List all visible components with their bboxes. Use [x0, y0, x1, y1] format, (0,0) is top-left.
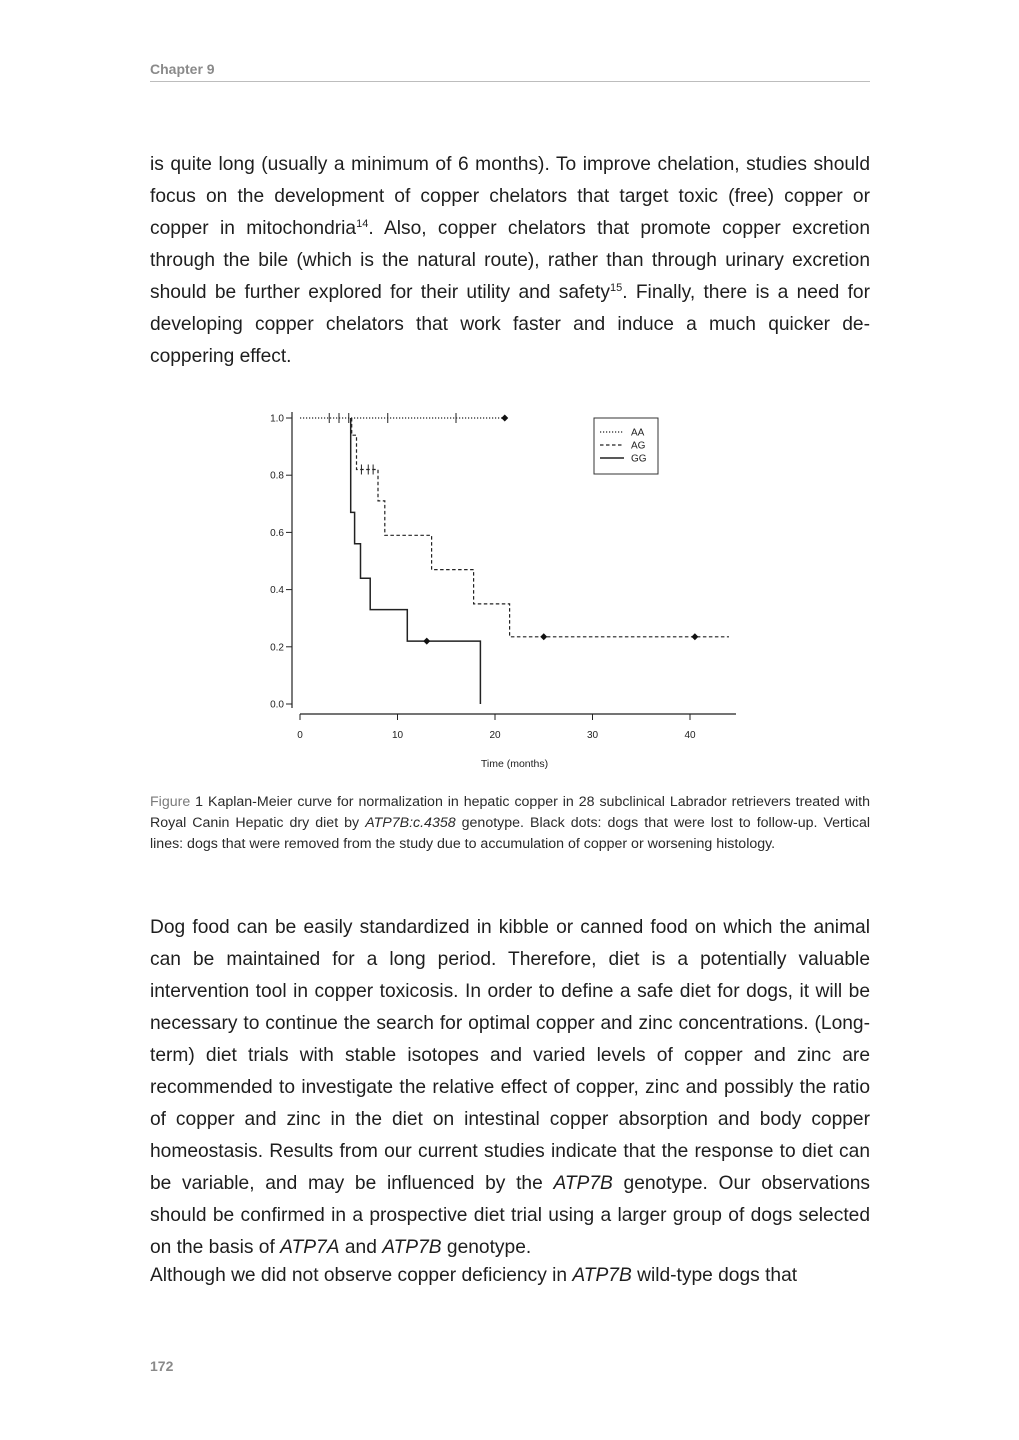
gene-name: ATP7B:c.4358: [365, 815, 456, 831]
y-tick-label: 0.6: [270, 527, 284, 539]
y-tick-label: 0.8: [270, 470, 284, 482]
caption-label: Figure: [150, 794, 191, 810]
series-gg-line: [351, 418, 481, 704]
text-span: is quite long (usually a minimum of 6 months). To improve chelation, studies should focus on the development of copper chelators that target toxic (free) copper or copper in mitochondria: [150, 154, 870, 239]
gene-name: ATP7A: [280, 1237, 340, 1258]
x-tick-label: 40: [684, 730, 696, 741]
legend-gg-label: GG: [631, 453, 647, 465]
text-span: wild-type dogs that: [631, 1265, 798, 1286]
figure-caption: [150, 792, 870, 855]
series-aa-lost-dot: [501, 415, 508, 422]
series-ag-lost-dot: [691, 633, 698, 640]
paragraph-diet: [150, 912, 870, 1264]
series-ag-lost-dot: [540, 633, 547, 640]
text-span: Although we did not observe copper deficiency in: [150, 1265, 573, 1286]
series-ag-line: [352, 418, 729, 637]
kaplan-meier-figure: [258, 400, 758, 778]
y-tick-label: 0.2: [270, 642, 284, 654]
legend-box: [594, 418, 658, 474]
x-tick-label: 0: [297, 730, 303, 741]
gene-name: ATP7B: [572, 1265, 632, 1286]
paragraph-deficiency: [150, 1260, 870, 1292]
caption-number: 1: [190, 794, 204, 810]
y-tick-label: 0.0: [270, 699, 284, 711]
text-span: Kaplan-Meier curve for normalization in hepatic copper in 28 subclinical Labrador retrievers treated with Royal Canin Hepatic dry diet by: [150, 794, 870, 831]
reference-superscript: 14: [356, 218, 369, 230]
x-tick-label: 30: [586, 730, 599, 741]
x-tick-label: 20: [489, 730, 501, 741]
text-span: . Finally, there is a need for developing copper chelators that work faster and induce a much quicker de-coppering effect.: [150, 282, 870, 367]
series-gg-lost-dot: [423, 638, 430, 645]
kaplan-meier-chart: [258, 400, 758, 778]
running-head: Chapter 9: [150, 61, 870, 82]
text-span: genotype.: [441, 1237, 532, 1258]
text-span: and: [339, 1237, 383, 1258]
text-span: Dog food can be easily standardized in kibble or canned food on which the animal can be maintained for a long period. Therefore, diet is a potentially valuable intervention tool in copper toxicosis. In order to define a safe diet for dogs, it will be necessary to continue the search for optimal copper and zinc concentrations. (Long-term) diet trials with stable isotopes and varied levels of copper and zinc are recommended to investigate the relative effect of copper, zinc and possibly the ratio of copper and zinc in the diet on intestinal copper absorption and body copper homeostasis. Results from our current studies indicate that the response to diet can be variable, and may be influenced by the: [150, 917, 870, 1194]
y-tick-label: 0.4: [270, 585, 284, 597]
legend-aa-label: AA: [631, 427, 645, 439]
reference-superscript: 15: [609, 282, 623, 294]
x-axis-label: Time (months): [480, 758, 549, 770]
text-span: . Also, copper chelators that promote copper excretion through the bile (which is the natural route), rather than through urinary excretion should be further explored for their utility and safety: [150, 218, 870, 303]
gene-name: ATP7B: [382, 1237, 442, 1258]
paragraph-chelation: [150, 149, 870, 373]
y-tick-label: 1.0: [270, 413, 284, 425]
page-number: 172: [150, 1358, 174, 1374]
text-span: genotype. Our observations should be confirmed in a prospective diet trial using a larger group of dogs selected on the basis of: [150, 1173, 870, 1258]
legend-ag-label: AG: [631, 440, 646, 452]
text-span: genotype. Black dots: dogs that were lost to follow-up. Vertical lines: dogs that were removed from the study due to accumulation of copper or worsening histology.: [150, 815, 870, 852]
gene-name: ATP7B: [553, 1173, 613, 1194]
x-tick-label: 10: [391, 730, 404, 741]
